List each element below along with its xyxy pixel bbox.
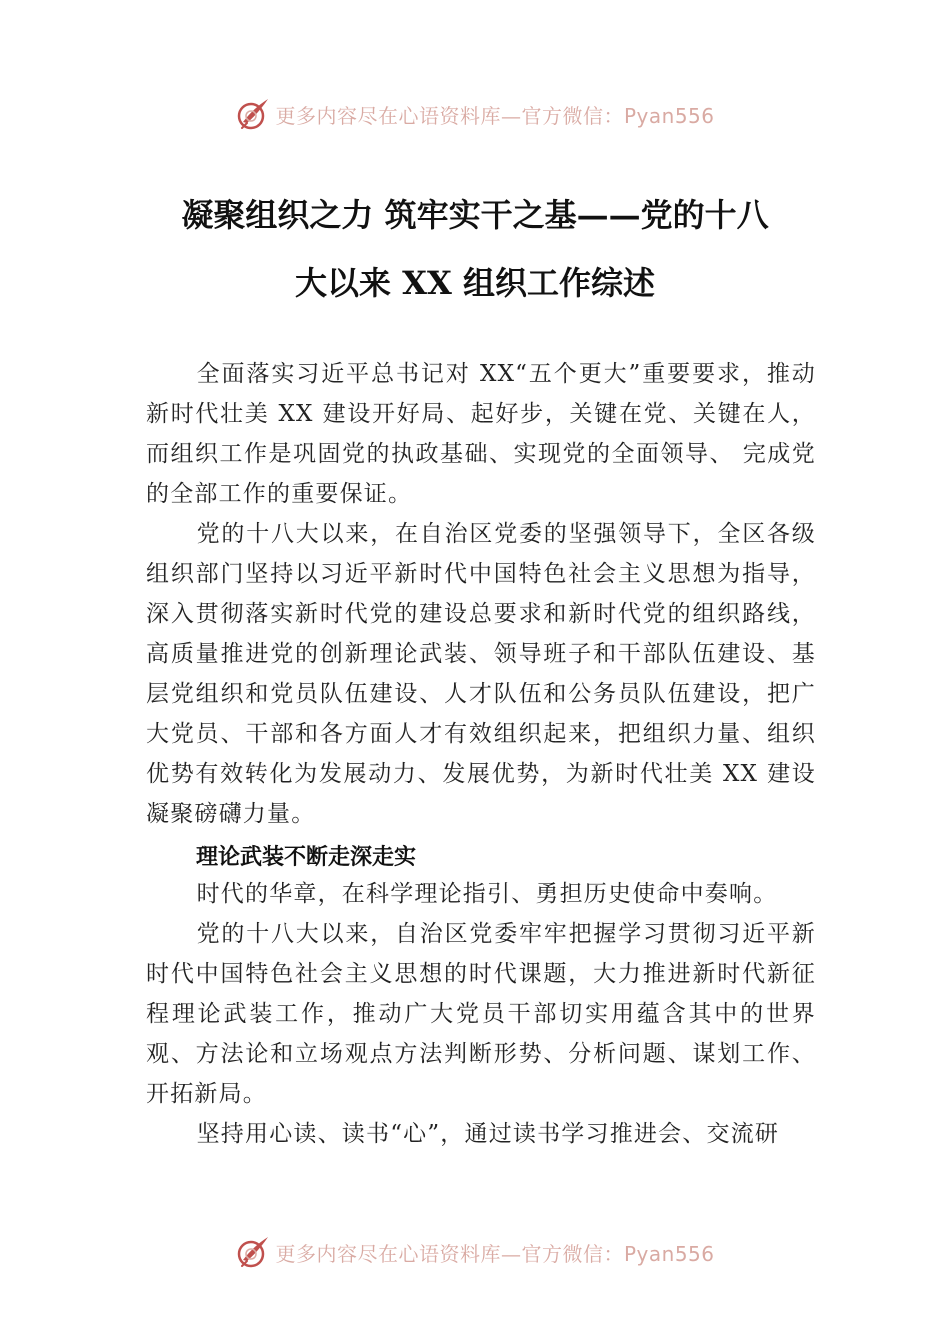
body-paragraph: 党的十八大以来，在自治区党委的坚强领导下，全区各级组织部门坚持以习近平新时代中国特色社会主义思想为指导，深入贯彻落实新时代党的建设总要求和新时代党的组织路线，高质量推进党的创新理论武装、领导班子和干部队伍建设、基层党组织和党员队伍建设、人才队伍和公务员队伍建设，把广大党员、干部和各方面人才有效组织起来，把组织力量、组织优势有效转化为发展动力、发展优势，为新时代壮美 XX 建设凝聚磅礴力量。 [146, 521, 816, 827]
quill-logo-icon [235, 96, 271, 132]
quill-logo-icon [235, 1234, 271, 1270]
watermark-text: 更多内容尽在心语资料库—官方微信：Pyan556 [275, 103, 715, 128]
body-paragraph: 全面落实习近平总书记对 XX“五个更大”重要要求，推动新时代壮美 XX 建设开好局、起好步，关键在党、关键在人，而组织工作是巩固党的执政基础、实现党的全面领导、 完成党的全部工作的重要保证。 [146, 361, 816, 507]
watermark-text: 更多内容尽在心语资料库—官方微信：Pyan556 [275, 1241, 715, 1266]
section-paragraph: 党的十八大以来，自治区党委牢牢把握学习贯彻习近平新时代中国特色社会主义思想的时代课题，大力推进新时代新征程理论武装工作，推动广大党员干部切实用蕴含其中的世界观、方法论和立场观点方法判断形势、分析问题、谋划工作、开拓新局。 [146, 921, 816, 1107]
section-paragraph: 坚持用心读、读书“心”，通过读书学习推进会、交流研 [196, 1121, 780, 1147]
wechat-id: Pyan556 [623, 1241, 715, 1266]
wechat-id: Pyan556 [623, 103, 715, 128]
watermark-banner-top [0, 94, 950, 134]
document-title-line2: 大以来 XX 组织工作综述 [295, 264, 655, 302]
watermark-banner-bottom [0, 1232, 950, 1272]
section-heading: 理论武装不断走深走实 [196, 845, 417, 870]
document-body [146, 354, 816, 1154]
section-paragraph: 时代的华章，在科学理论指引、勇担历史使命中奏响。 [196, 881, 778, 907]
document-title-line1: 凝聚组织之力 筑牢实干之基——党的十八 [181, 196, 769, 234]
